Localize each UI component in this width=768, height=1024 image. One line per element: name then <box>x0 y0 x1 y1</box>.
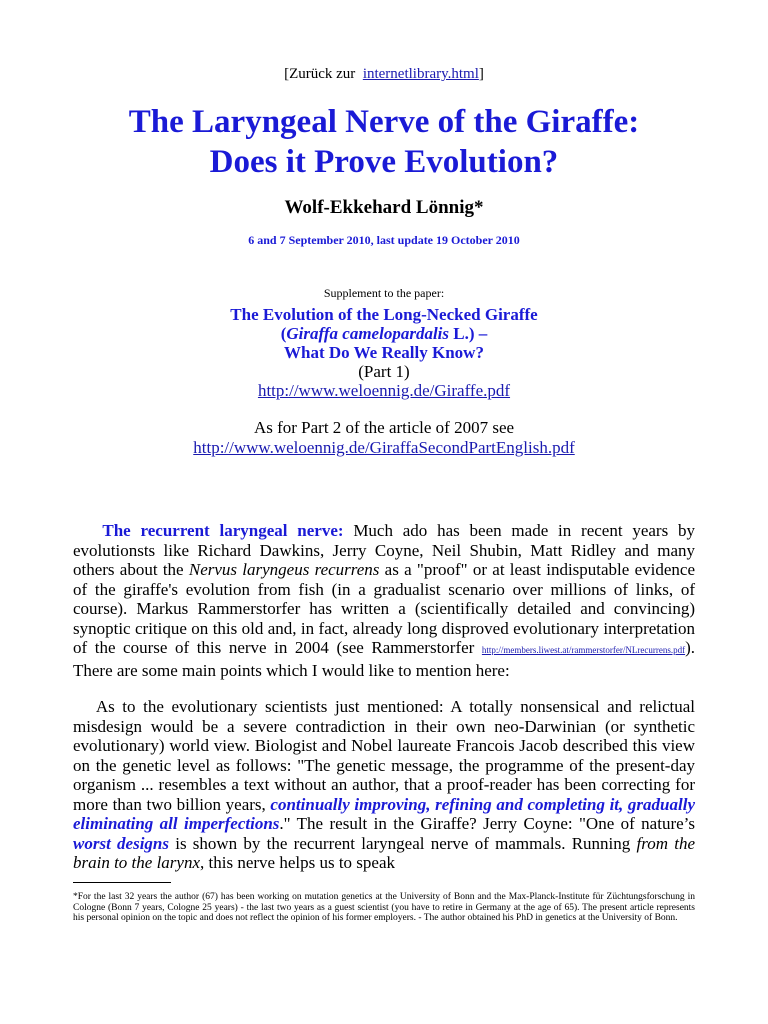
paper-title-line-3: What Do We Really Know? <box>284 343 484 362</box>
nerve-latin-name: Nervus laryngeus recurrens <box>188 560 380 579</box>
paper-part: (Part 1) <box>358 362 410 381</box>
footnote-divider <box>73 882 171 883</box>
paper-title-line-2: (Giraffa camelopardalis L.) – <box>280 324 488 343</box>
part2-reference <box>0 418 768 458</box>
title-line-2: Does it Prove Evolution? <box>209 144 559 180</box>
referenced-paper <box>0 305 768 400</box>
species-name: Giraffa camelopardalis <box>286 324 450 343</box>
giraffa-second-part-link[interactable]: http://www.weloennig.de/GiraffaSecondPartEnglish.pdf <box>193 438 575 457</box>
footnote: *For the last 32 years the author (67) has been working on mutation genetics at the University of Bonn and the Max-Planck-Institute für Züchtungsforschung in Cologne (Bonn 7 years, Cologne 25 years) - the last two years as a guest scientist (you have to retire in Germany at the age of 65). The present article represents his personal opinion on the topic and does not reflect the opinion of his former employers. - The author obtained his PhD in genetics at the University of Bonn. <box>73 892 695 923</box>
rammerstorfer-link[interactable]: http://members.liwest.at/rammerstorfer/NLrecurrens.pdf <box>481 645 686 655</box>
supplement-label: Supplement to the paper: <box>323 286 445 300</box>
back-prefix: [Zurück zur <box>284 66 356 82</box>
internetlibrary-link[interactable]: internetlibrary.html <box>362 66 479 82</box>
giraffe-pdf-link[interactable]: http://www.weloennig.de/Giraffe.pdf <box>257 381 511 400</box>
back-link-line <box>0 66 768 83</box>
date-line: 6 and 7 September 2010, last update 19 October 2010 <box>248 233 520 247</box>
back-suffix: ] <box>478 66 484 82</box>
worst-designs-emphasis: worst designs <box>73 833 169 853</box>
paragraph-evolutionary-scientists: As to the evolutionary scientists just mentioned: A totally nonsensical and relictual misdesign would be a severe contradiction in their own neo-Darwinian (or synthetic evolutionary) world view. Biologist and Nobel laureate Francois Jacob described this view on the genetic level as follows: "The genetic message, the programme of the present-day organism ... resembles a text without an author, that a proof-reader has been correcting for more than two billion years, continually improving, refining and completing it, gradually eliminating all imperfections." The result in the Giraffe? Jerry Coyne: "One of nature’s worst designs is shown by the recurrent laryngeal nerve of mammals. Running from the brain to the larynx, this nerve helps us to speak <box>73 697 695 872</box>
author-name: Wolf-Ekkehard Lönnig* <box>284 197 484 218</box>
paper-title-line-1: The Evolution of the Long-Necked Giraffe <box>230 305 538 324</box>
paragraph-recurrent-nerve: The recurrent laryngeal nerve: Much ado has been made in recent years by evolutionsts like Richard Dawkins, Jerry Coyne, Neil Shubin, Matt Ridley and many others about the Nervus laryngeus recurrens as a "proof" or at least indisputable evidence of the giraffe's evolution from fish (in a gradualist scenario over millions of links, of course). Markus Rammerstorfer has written a (scientifically detailed and convincing) synoptic critique on this old and, in fact, already long disproved evolutionary interpretation of the course of this nerve in 2004 (see Rammerstorfer http://members.liwest.at/rammerstorfer/NLrecurrens.pdf). There are some main points which I would like to mention here: <box>73 521 695 680</box>
part2-text: As for Part 2 of the article of 2007 see <box>253 418 515 437</box>
page-title <box>0 102 768 182</box>
title-line-1: The Laryngeal Nerve of the Giraffe: <box>128 104 640 140</box>
section-lead: The recurrent laryngeal nerve: <box>102 521 344 540</box>
jacob-quote-emphasis: continually improving, refining and completing it, gradually eliminating all imperfections <box>73 794 695 833</box>
brain-larynx-emphasis: from the brain to the larynx <box>73 833 695 872</box>
